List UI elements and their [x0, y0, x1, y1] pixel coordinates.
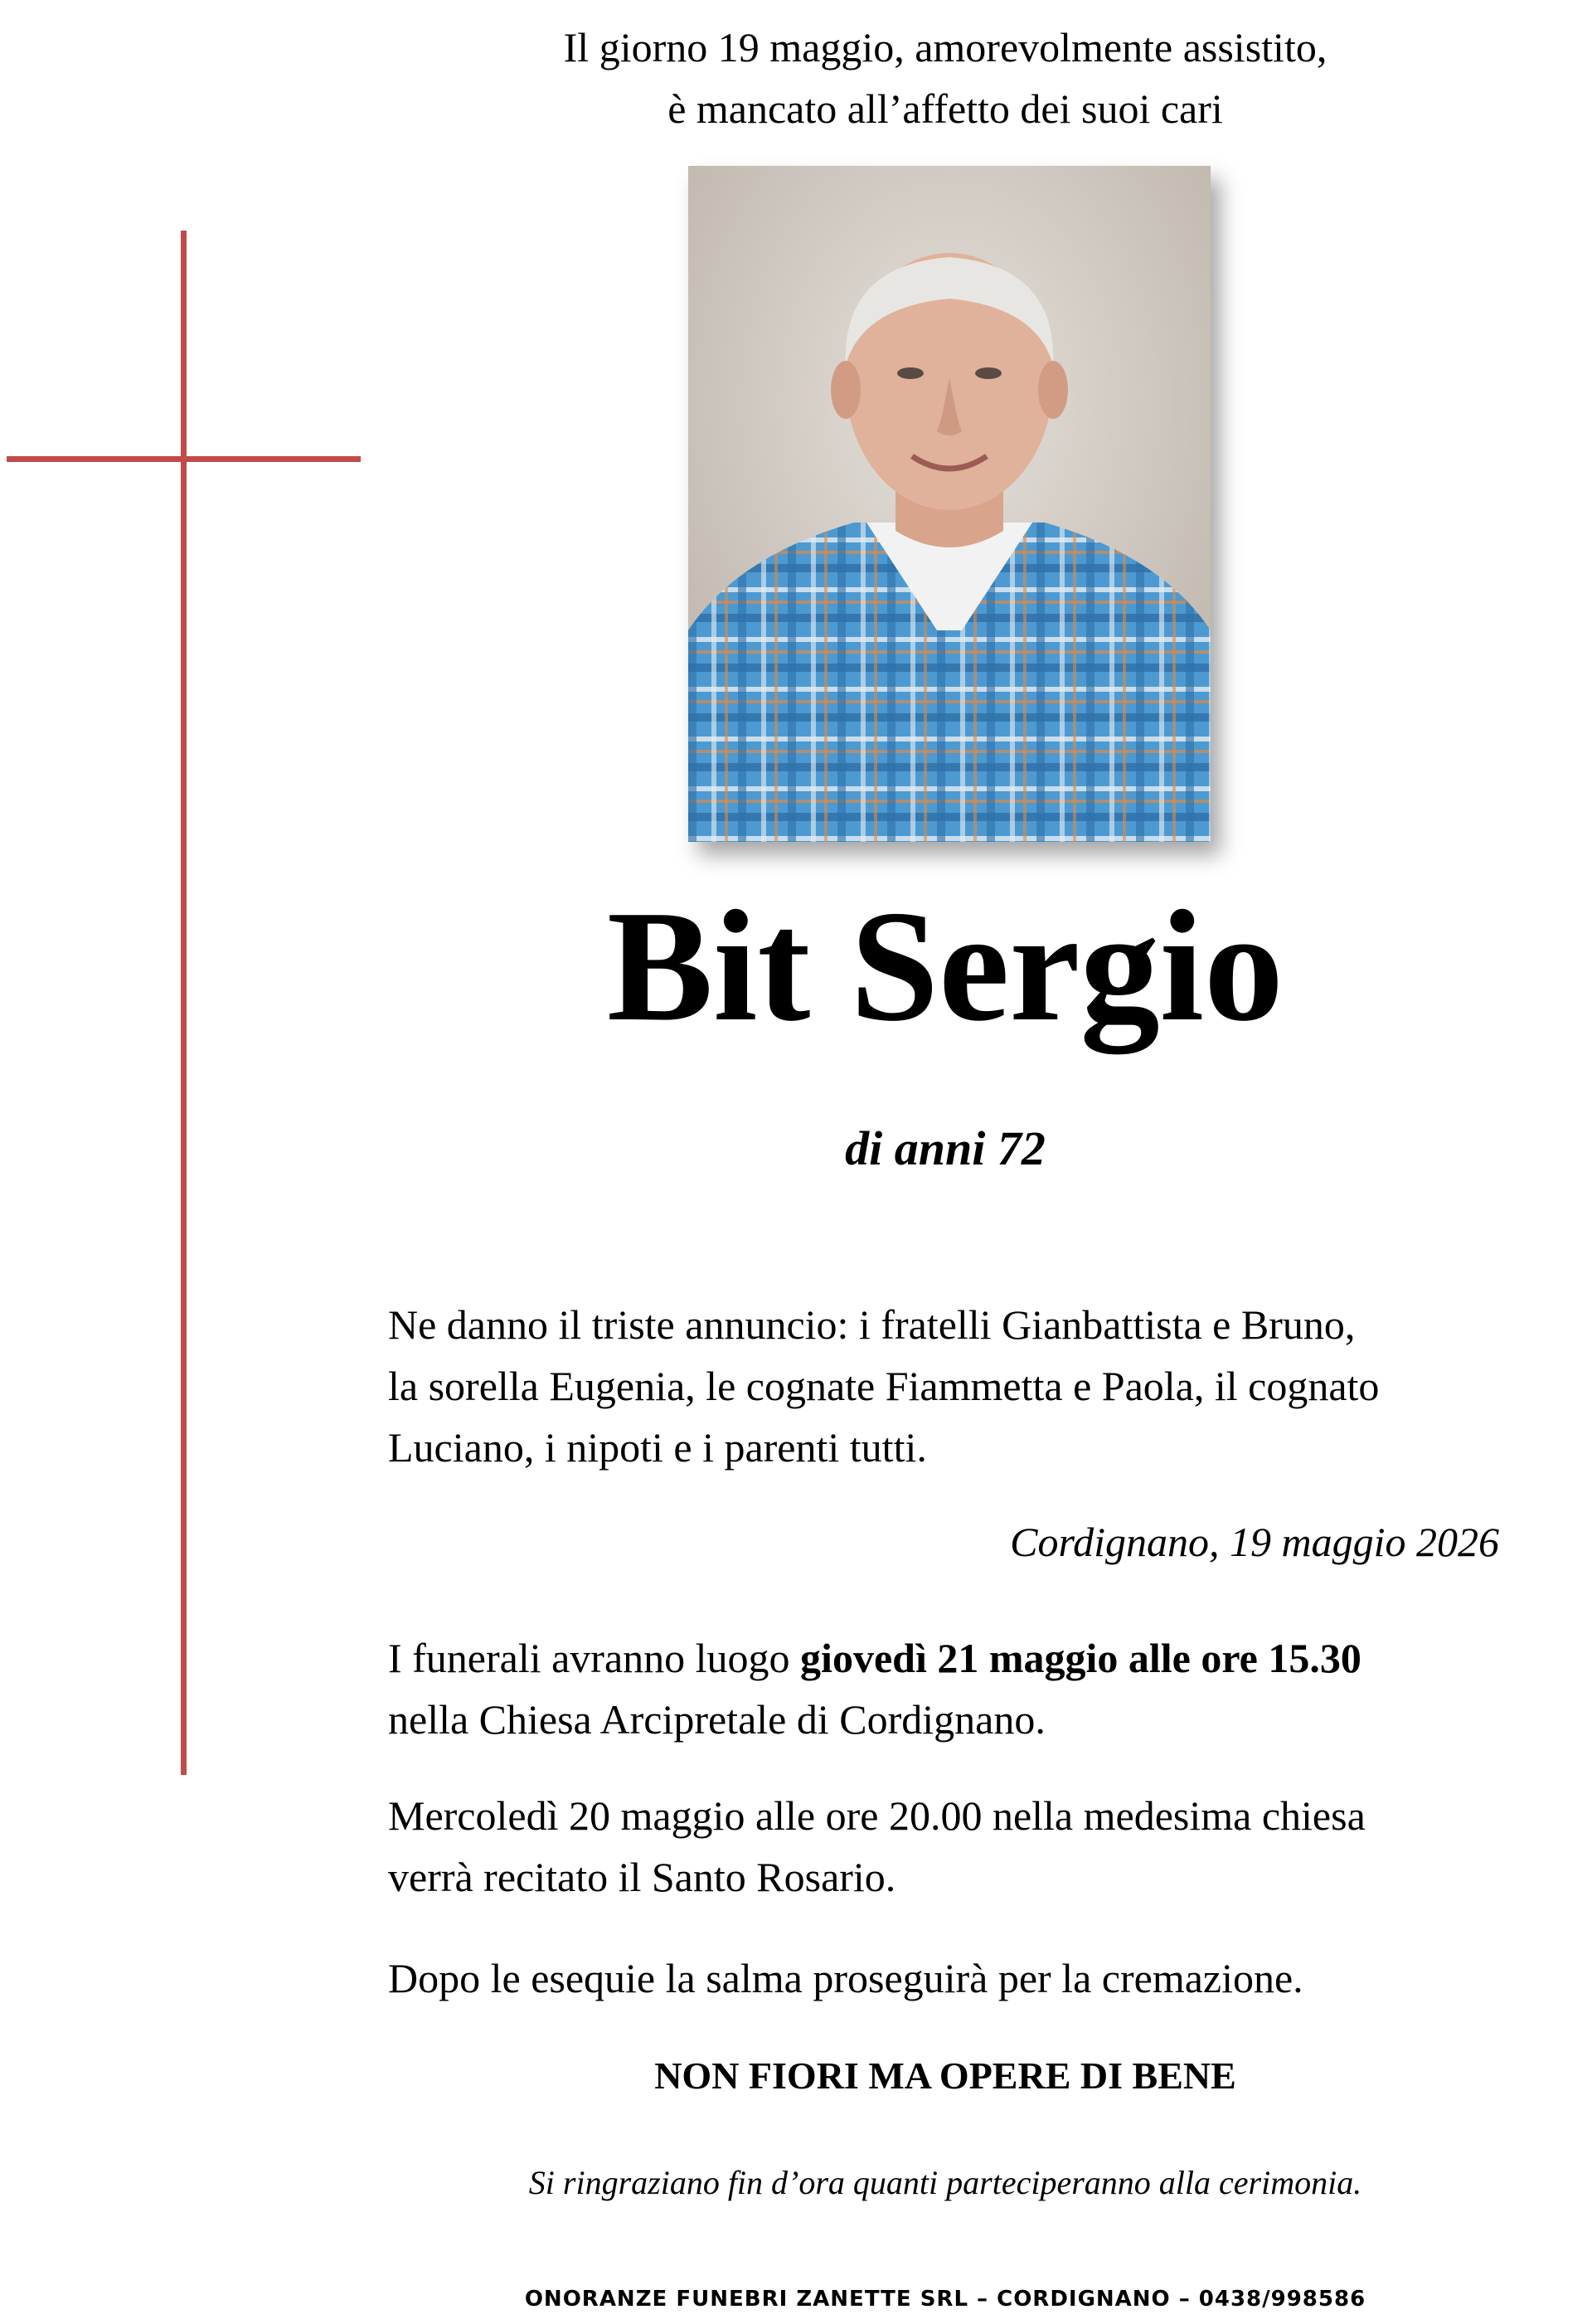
thanks-note: Si ringraziano fin d’ora quanti parteciperanno alla cerimonia.	[528, 2164, 1362, 2201]
motto: NON FIORI MA OPERE DI BENE	[654, 2054, 1236, 2097]
deceased-name: Bit Sergio	[607, 878, 1284, 1054]
cremation-note: Dopo le esequie la salma proseguirà per la cremazione.	[388, 1955, 1303, 2001]
funeral-paragraph	[388, 1627, 1499, 1750]
announcement-line-3: Luciano, i nipoti e i parenti tutti.	[388, 1424, 927, 1471]
announcement-line-2: la sorella Eugenia, le cognate Fiammetta e Paola, il cognato	[388, 1363, 1380, 1409]
deceased-photo	[688, 166, 1211, 842]
rosary-line-1: Mercoledì 20 maggio alle ore 20.00 nella medesima chiesa	[388, 1792, 1366, 1839]
deceased-age: di anni 72	[845, 1121, 1046, 1175]
funeral-line-1	[388, 1627, 1499, 1689]
portrait-illustration	[688, 166, 1211, 842]
intro-line-2: è mancato all’affetto dei suoi cari	[667, 85, 1223, 132]
intro-line-1: Il giorno 19 maggio, amorevolmente assistito,	[563, 24, 1327, 70]
rosary-line-2: verrà recitato il Santo Rosario.	[388, 1854, 896, 1900]
intro-text	[398, 17, 1492, 139]
announcement-line-1: Ne danno il triste annuncio: i fratelli Gianbattista e Bruno,	[388, 1301, 1356, 1348]
rosary-paragraph	[388, 1785, 1499, 1908]
funeral-home-footer: ONORANZE FUNEBRI ZANETTE SRL – CORDIGNANO – 0438/998586	[524, 2287, 1366, 2312]
place-date: Cordignano, 19 maggio 2026	[1010, 1519, 1499, 1565]
cross-horizontal-bar	[7, 456, 361, 462]
funeral-datetime: giovedì 21 maggio alle ore 15.30	[800, 1635, 1361, 1681]
funeral-prefix: I funerali avranno luogo	[388, 1635, 801, 1681]
cross-vertical-bar	[181, 231, 187, 1775]
funeral-line-2: nella Chiesa Arcipretale di Cordignano.	[388, 1696, 1046, 1743]
announcement-paragraph	[388, 1294, 1499, 1478]
